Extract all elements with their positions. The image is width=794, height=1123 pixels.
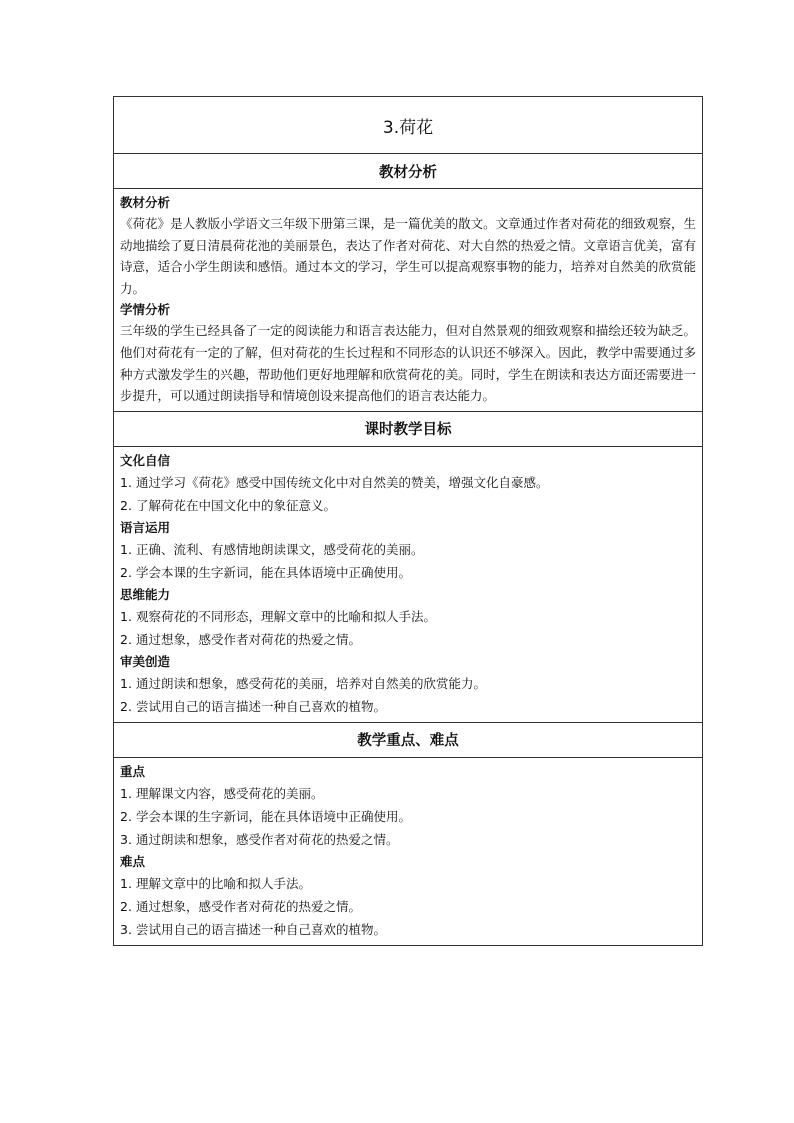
list-item xyxy=(120,538,696,561)
list-item xyxy=(120,605,696,628)
list-item xyxy=(120,672,696,695)
list-item xyxy=(120,695,696,718)
section-body-key-difficult-points xyxy=(114,758,702,945)
item-text: 通过想象，感受作者对荷花的热爱之情。 xyxy=(136,898,362,914)
item-text: 理解课文内容，感受荷花的美丽。 xyxy=(136,785,324,801)
item-number: 2. xyxy=(120,497,132,513)
subtitle-language-use: 语言运用 xyxy=(120,519,171,535)
item-text: 正确、流利、有感情地朗读课文，感受荷花的美丽。 xyxy=(136,541,424,557)
subtitle-difficult-points: 难点 xyxy=(120,853,146,869)
section-body-teaching-goals xyxy=(114,447,702,723)
document-title: 3.荷花 xyxy=(114,97,702,154)
item-text: 学会本课的生字新词，能在具体语境中正确使用。 xyxy=(136,808,412,824)
section-header-teaching-goals: 课时教学目标 xyxy=(114,412,702,447)
item-number: 3. xyxy=(120,831,132,847)
subtitle-student-analysis: 学情分析 xyxy=(120,302,171,318)
list-item xyxy=(120,805,696,828)
item-text: 通过学习《荷花》感受中国传统文化中对自然美的赞美，增强文化自豪感。 xyxy=(136,474,549,490)
item-number: 2. xyxy=(120,898,132,914)
item-text: 学会本课的生字新词，能在具体语境中正确使用。 xyxy=(136,564,412,580)
item-number: 1. xyxy=(120,608,132,624)
item-text: 观察荷花的不同形态，理解文章中的比喻和拟人手法。 xyxy=(136,608,437,624)
subtitle-textbook-analysis: 教材分析 xyxy=(120,195,171,210)
item-number: 2. xyxy=(120,808,132,824)
list-item xyxy=(120,828,696,851)
item-number: 1. xyxy=(120,875,132,891)
lesson-plan-table xyxy=(113,96,703,946)
item-text: 理解文章中的比喻和拟人手法。 xyxy=(136,875,312,891)
subtitle-cultural-confidence: 文化自信 xyxy=(120,452,171,468)
paragraph-student-analysis: 三年级的学生已经具备了一定的阅读能力和语言表达能力，但对自然景观的细致观察和描绘还较为缺乏。他们对荷花有一定的了解，但对荷花的生长过程和不同形态的认识还不够深入。因此，教学中需要通过多种方式激发学生的兴趣，帮助他们更好地理解和欣赏荷花的美。同时，学生在朗读和表达方面还需要进一步提升，可以通过朗读指导和情境创设来提高他们的语言表达能力。 xyxy=(120,323,696,404)
item-number: 1. xyxy=(120,541,132,557)
list-item xyxy=(120,895,696,918)
list-item xyxy=(120,918,696,941)
section-body-textbook-analysis xyxy=(114,189,702,412)
item-text: 通过朗读和想象，感受荷花的美丽，培养对自然美的欣赏能力。 xyxy=(136,675,487,691)
list-item xyxy=(120,494,696,517)
item-number: 3. xyxy=(120,921,132,937)
list-item xyxy=(120,872,696,895)
subtitle-thinking-ability: 思维能力 xyxy=(120,586,171,602)
list-item xyxy=(120,782,696,805)
section-header-textbook-analysis: 教材分析 xyxy=(114,154,702,189)
item-number: 1. xyxy=(120,785,132,801)
item-number: 2. xyxy=(120,698,132,714)
list-item xyxy=(120,561,696,584)
item-number: 1. xyxy=(120,675,132,691)
item-number: 2. xyxy=(120,631,132,647)
item-text: 了解荷花在中国文化中的象征意义。 xyxy=(136,497,337,513)
item-text: 尝试用自己的语言描述一种自己喜欢的植物。 xyxy=(136,698,387,714)
subtitle-key-points: 重点 xyxy=(120,763,146,779)
item-text: 通过朗读和想象，感受作者对荷花的热爱之情。 xyxy=(136,831,399,847)
section-header-key-difficult-points: 教学重点、难点 xyxy=(114,723,702,758)
item-text: 尝试用自己的语言描述一种自己喜欢的植物。 xyxy=(136,921,387,937)
paragraph-textbook-analysis: 《荷花》是人教版小学语文三年级下册第三课，是一篇优美的散文。文章通过作者对荷花的细致观察，生动地描绘了夏日清晨荷花池的美丽景色，表达了作者对荷花、对大自然的热爱之情。文章语言优美，富有诗意，适合小学生朗读和感悟。通过本文的学习，学生可以提高观察事物的能力，培养对自然美的欣赏能力。 xyxy=(120,216,696,296)
item-text: 通过想象，感受作者对荷花的热爱之情。 xyxy=(136,631,362,647)
list-item xyxy=(120,628,696,651)
subtitle-aesthetic-creation: 审美创造 xyxy=(120,653,171,669)
item-number: 2. xyxy=(120,564,132,580)
list-item xyxy=(120,471,696,494)
item-number: 1. xyxy=(120,474,132,490)
